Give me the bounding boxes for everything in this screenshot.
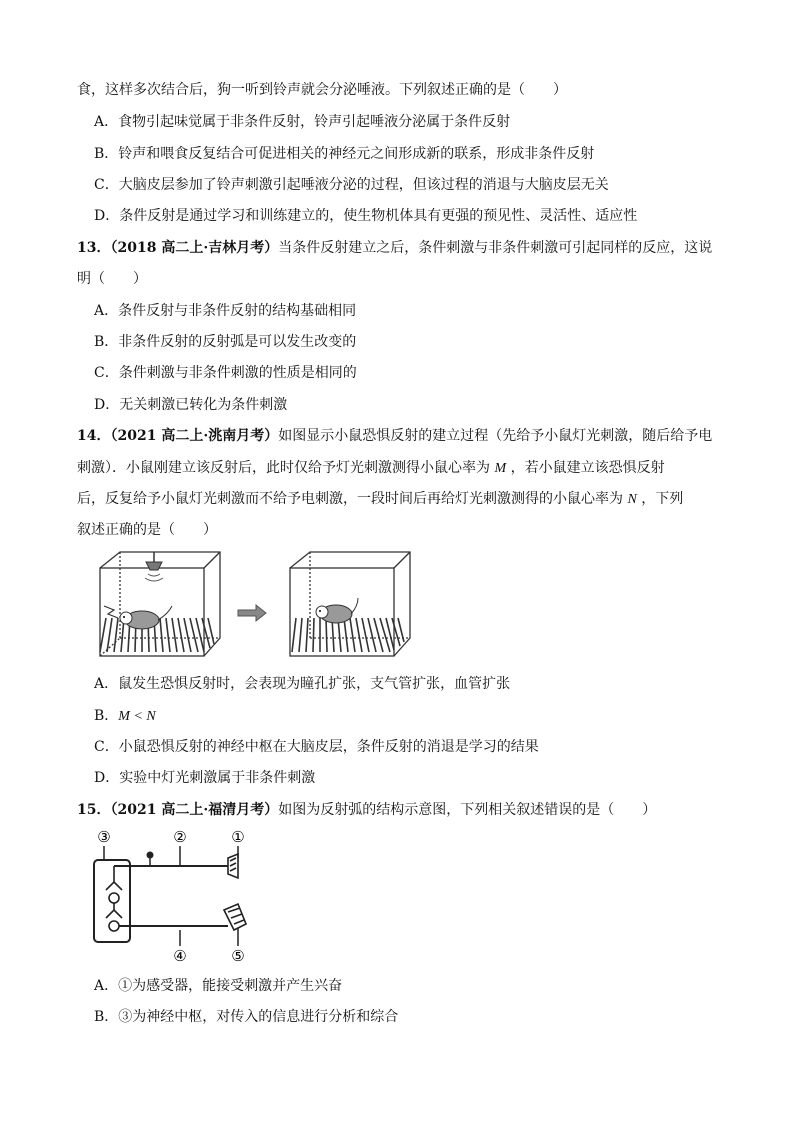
diagram-label-1: ① xyxy=(231,828,245,846)
q15-option-b-label: B． xyxy=(94,1009,119,1025)
q15-option-a-num: ① xyxy=(118,978,133,994)
variable-n: N xyxy=(627,492,637,507)
q14-option-d: D．实验中灯光刺激属于非条件刺激 xyxy=(94,770,316,786)
diagram-label-5: ⑤ xyxy=(231,947,245,965)
q14-stem-text: 如图显示小鼠恐惧反射的建立过程（先给予小鼠灯光刺激，随后给予电 xyxy=(278,428,713,444)
diagram-label-3: ③ xyxy=(97,828,111,846)
q12-option-d: D．条件反射是通过学习和训练建立的，使生物机体具有更强的预见性、灵活性、适应性 xyxy=(94,208,638,224)
q15-source: （2021 高二上·福清月考） xyxy=(110,802,279,818)
q13-source: （2018 高二上·吉林月考） xyxy=(110,240,279,256)
q12-option-c: C．大脑皮层参加了铃声刺激引起唾液分泌的过程，但该过程的消退与大脑皮层无关 xyxy=(94,177,609,193)
q13-number: 13． xyxy=(77,240,111,256)
q14-option-b-math: M < N xyxy=(118,709,156,724)
q12-option-b: B．铃声和喂食反复结合可促进相关的神经元之间形成新的联系，形成非条件反射 xyxy=(94,146,595,162)
q15-option-b xyxy=(94,1007,398,1027)
grid-floor-right xyxy=(292,618,404,652)
q14-stem-line4: 叙述正确的是（ ） xyxy=(77,522,217,538)
q13-stem-line1 xyxy=(77,238,712,258)
q13-stem-line2: 明（ ） xyxy=(77,271,147,287)
diagram-label-2: ② xyxy=(173,828,187,846)
q15-option-a xyxy=(94,976,342,996)
q15-stem-line1 xyxy=(77,800,656,820)
reflex-arc-diagram xyxy=(90,828,260,966)
q14-stem-line2 xyxy=(77,458,665,479)
q14-stem-line2-end: ，若小鼠建立该恐惧反射 xyxy=(510,460,665,476)
q14-option-a: A．鼠发生恐惧反射时，会表现为瞳孔扩张，支气管扩张，血管扩张 xyxy=(94,676,511,692)
q15-number: 15． xyxy=(77,802,111,818)
q12-stem-continuation: 食，这样多次结合后，狗一听到铃声就会分泌唾液。下列叙述正确的是（ ） xyxy=(77,82,567,98)
diagram-label-4: ④ xyxy=(173,947,187,965)
ganglion-dot xyxy=(147,852,154,859)
q13-option-b: B．非条件反射的反射弧是可以发生改变的 xyxy=(94,334,357,350)
q15-option-a-label: A． xyxy=(94,978,119,994)
lamp-icon xyxy=(145,552,163,581)
arrow-right-icon xyxy=(238,605,266,621)
q13-option-c: C．条件刺激与非条件刺激的性质是相同的 xyxy=(94,365,357,381)
q15-option-a-text: 为感受器，能接受刺激并产生兴奋 xyxy=(132,978,343,994)
q14-number: 14． xyxy=(77,428,111,444)
q14-source: （2021 高二上·洮南月考） xyxy=(110,428,279,444)
q13-option-d: D．无关刺激已转化为条件刺激 xyxy=(94,397,288,413)
q15-option-b-text: 为神经中枢，对传入的信息进行分析和综合 xyxy=(132,1009,399,1025)
mouse-icon xyxy=(316,598,358,623)
interneuron-icon xyxy=(106,866,122,931)
q14-stem-line3-text: 后，反复给予小鼠灯光刺激而不给予电刺激，一段时间后再给灯光刺激测得的小鼠心率为 xyxy=(77,491,623,507)
q14-stem-line3 xyxy=(77,489,683,510)
q13-option-a: A．条件反射与非条件反射的结构基础相同 xyxy=(94,303,357,319)
q14-stem-line2-text: 刺激）．小鼠刚建立该反射后，此时仅给予灯光刺激测得小鼠心率为 xyxy=(77,460,490,476)
q14-option-b-label: B． xyxy=(94,708,119,724)
receptor-icon xyxy=(228,854,238,878)
q12-option-a: A．食物引起味觉属于非条件反射，铃声引起唾液分泌属于条件反射 xyxy=(94,114,511,130)
q14-stem-line1 xyxy=(77,426,712,446)
q15-stem-text: 如图为反射弧的结构示意图，下列相关叙述错误的是（ ） xyxy=(278,802,657,818)
variable-m: M xyxy=(494,461,507,476)
q14-stem-line3-end: ，下列 xyxy=(641,491,684,507)
q14-option-c: C．小鼠恐惧反射的神经中枢在大脑皮层，条件反射的消退是学习的结果 xyxy=(94,739,539,755)
q15-option-b-num: ③ xyxy=(118,1009,133,1025)
q13-stem-text: 当条件反射建立之后，条件刺激与非条件刺激可引起同样的反应，这说 xyxy=(278,240,713,256)
q14-option-b xyxy=(94,706,156,727)
mouse-icon xyxy=(104,606,172,629)
mouse-conditioning-figure xyxy=(96,548,436,664)
